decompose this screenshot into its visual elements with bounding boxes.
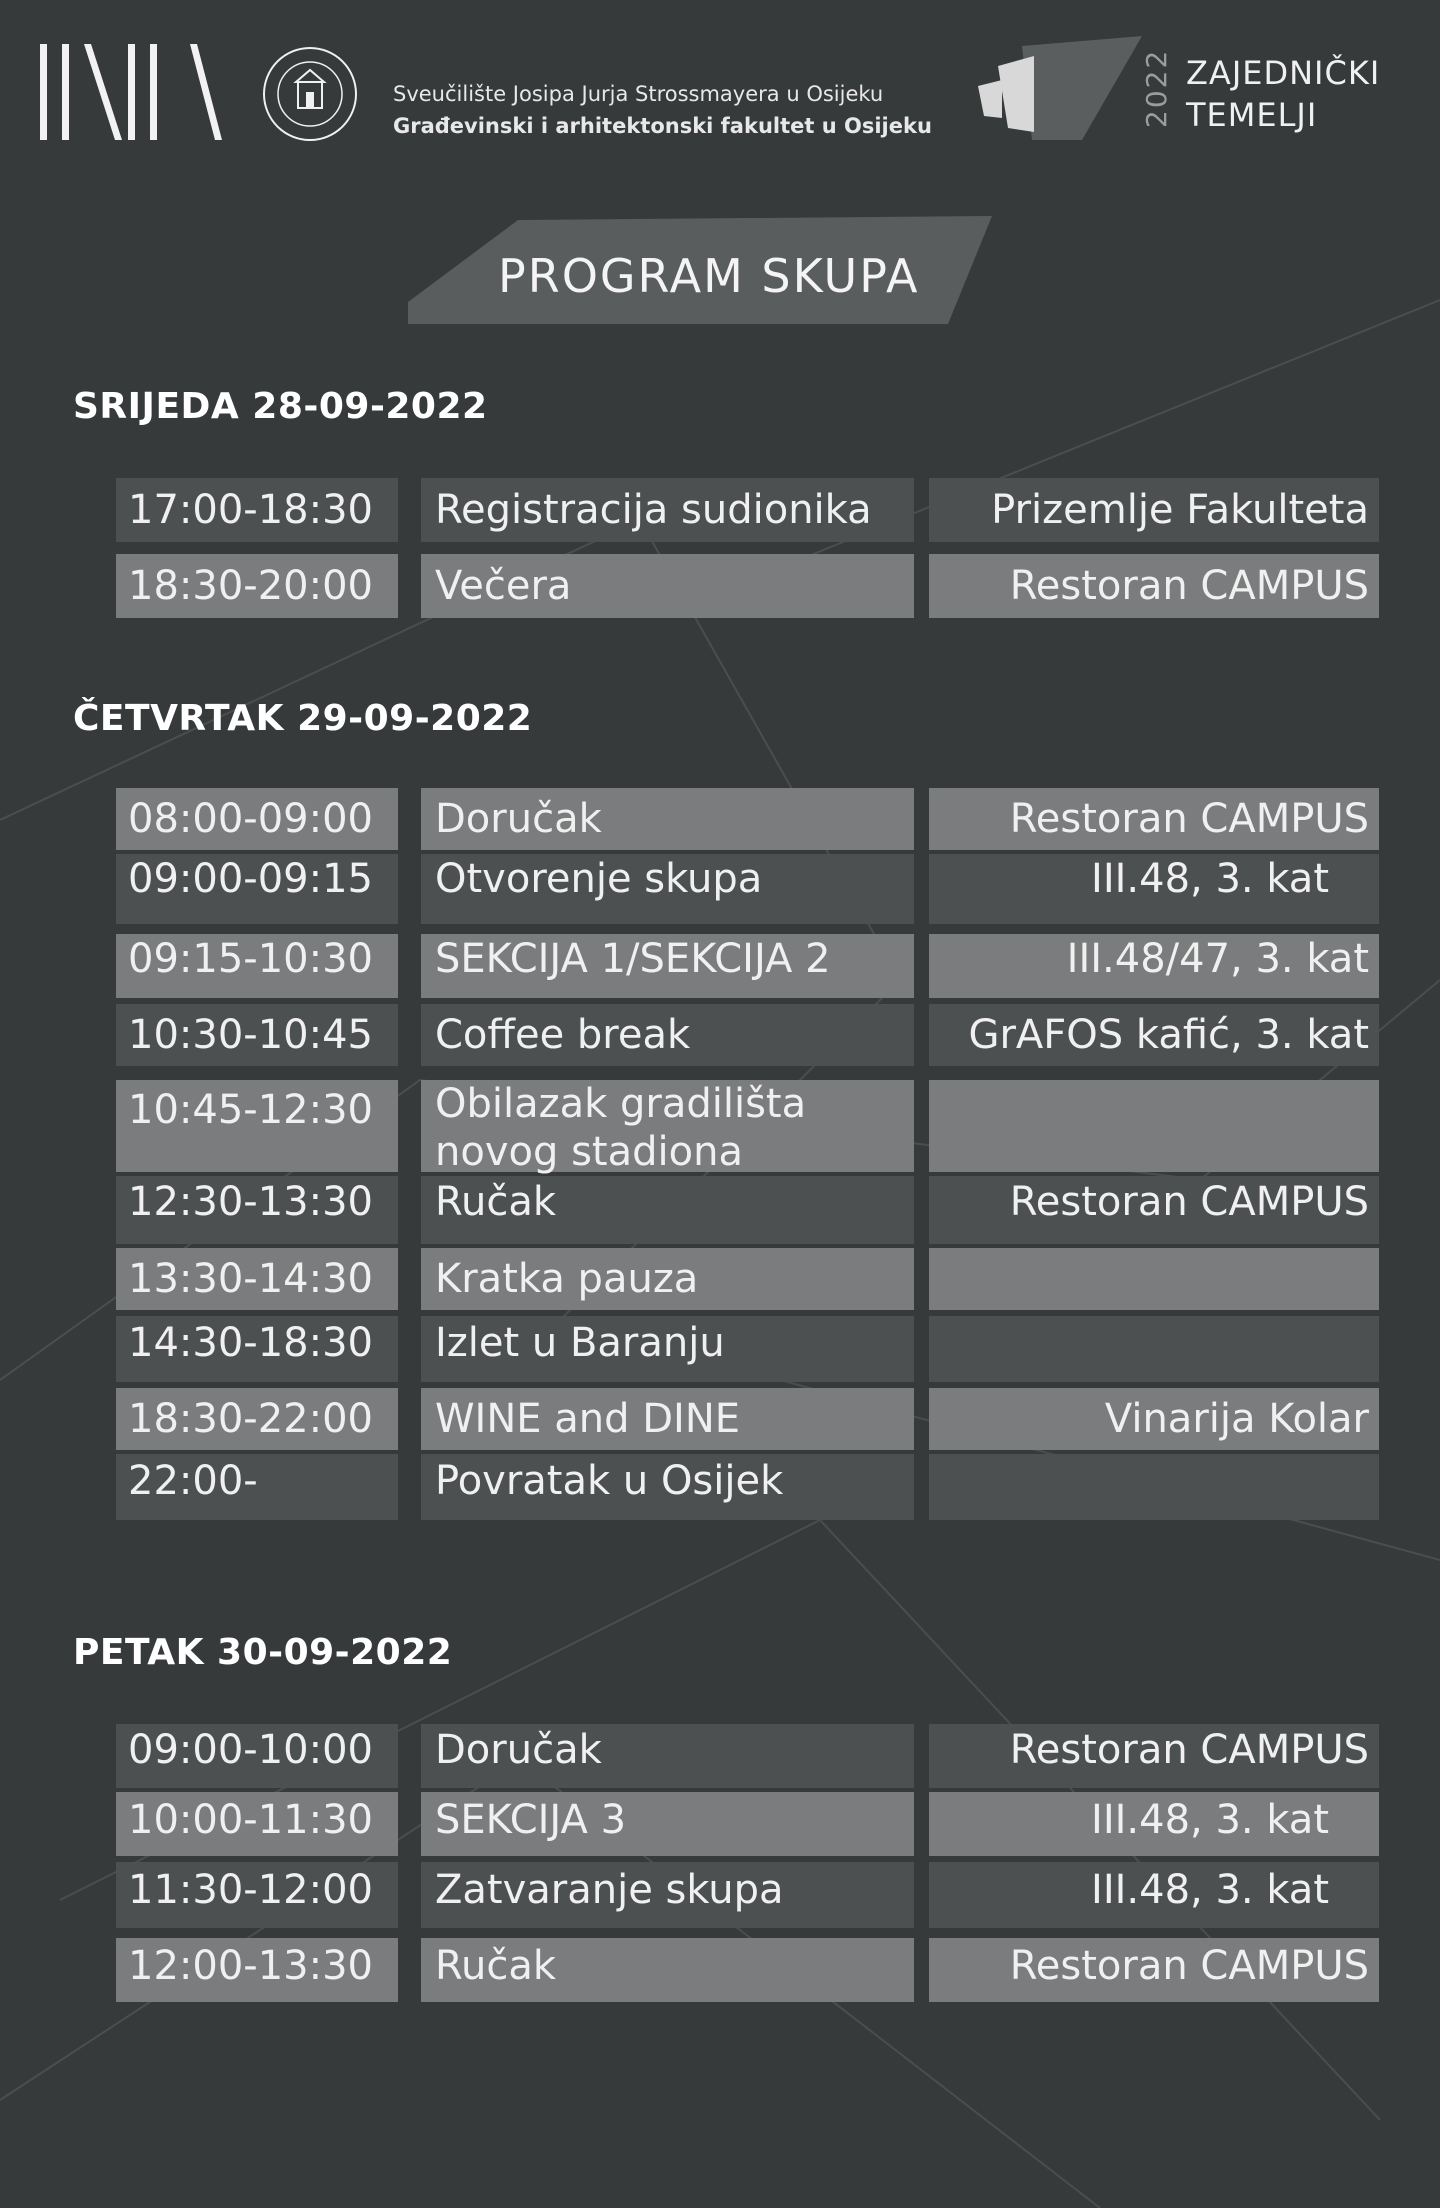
row-time: 09:00-10:00 [116,1724,398,1788]
schedule-row [0,554,1440,618]
row-time: 13:30-14:30 [116,1248,398,1310]
row-location [929,1080,1379,1172]
row-activity: Doručak [421,788,914,850]
schedule-row [0,934,1440,998]
row-time: 10:30-10:45 [116,1004,398,1066]
schedule-row [0,478,1440,542]
row-location: III.48, 3. kat [929,1792,1379,1856]
schedule-row [0,1454,1440,1520]
row-location: Prizemlje Fakulteta [929,478,1379,542]
schedule-row [0,1248,1440,1310]
header [0,0,1440,180]
university-seal-icon [262,46,358,142]
row-time: 14:30-18:30 [116,1316,398,1382]
day-title: SRIJEDA 28-09-2022 [73,386,488,427]
event-name-line1: ZAJEDNIČKI [1186,54,1381,92]
event-name [1186,52,1380,136]
row-activity: Večera [421,554,914,618]
day-title: ČETVRTAK 29-09-2022 [73,698,533,739]
row-activity: Coffee break [421,1004,914,1066]
row-activity: WINE and DINE [421,1388,914,1450]
row-location: GrAFOS kafić, 3. kat [929,1004,1379,1066]
schedule-row [0,1316,1440,1382]
zajednicki-temelji-logo-icon [972,36,1142,146]
row-location [929,1316,1379,1382]
row-location: Restoran CAMPUS [929,1176,1379,1244]
row-time: 12:30-13:30 [116,1176,398,1244]
row-location: III.48/47, 3. kat [929,934,1379,998]
schedule-row [0,1004,1440,1066]
schedule-row [0,1938,1440,2002]
row-location: III.48, 3. kat [929,1862,1379,1928]
row-location: Restoran CAMPUS [929,554,1379,618]
row-time: 18:30-20:00 [116,554,398,618]
row-location: Restoran CAMPUS [929,1724,1379,1788]
row-activity: Registracija sudionika [421,478,914,542]
row-activity: Kratka pauza [421,1248,914,1310]
row-time: 09:15-10:30 [116,934,398,998]
schedule-row [0,1388,1440,1450]
schedule-row [0,1792,1440,1856]
faculty-line: Građevinski i arhitektonski fakultet u Osijeku [393,114,932,138]
schedule-row [0,1176,1440,1244]
row-time: 18:30-22:00 [116,1388,398,1450]
page-title: PROGRAM SKUPA [498,249,920,303]
schedule-row [0,1862,1440,1928]
row-location [929,1248,1379,1310]
row-location: Restoran CAMPUS [929,1938,1379,2002]
schedule-row [0,854,1440,924]
row-time: 22:00- [116,1454,398,1520]
row-activity: Zatvaranje skupa [421,1862,914,1928]
schedule-row [0,1080,1440,1175]
university-name [393,78,932,142]
row-activity: Ručak [421,1938,914,2002]
row-activity: SEKCIJA 3 [421,1792,914,1856]
row-activity: Doručak [421,1724,914,1788]
day-title: PETAK 30-09-2022 [73,1632,453,1673]
row-location: Vinarija Kolar [929,1388,1379,1450]
row-time: 17:00-18:30 [116,478,398,542]
university-line: Sveučilište Josipa Jurja Strossmayera u Osijeku [393,82,884,106]
row-activity: Povratak u Osijek [421,1454,914,1520]
row-time: 12:00-13:30 [116,1938,398,2002]
row-location [929,1454,1379,1520]
event-name-line2: TEMELJI [1186,96,1318,134]
row-activity: Izlet u Baranju [421,1316,914,1382]
event-year: 2022 [1140,48,1173,128]
schedule-row [0,788,1440,850]
row-activity: Ručak [421,1176,914,1244]
schedule-row [0,1724,1440,1788]
row-time: 08:00-09:00 [116,788,398,850]
row-location: III.48, 3. kat [929,854,1379,924]
row-time: 10:45-12:30 [116,1080,398,1172]
row-time: 11:30-12:00 [116,1862,398,1928]
row-activity: Otvorenje skupa [421,854,914,924]
row-location: Restoran CAMPUS [929,788,1379,850]
row-time: 10:00-11:30 [116,1792,398,1856]
faculty-logo-icon [40,44,222,140]
row-activity: Obilazak gradilišta novog stadiona [421,1080,914,1172]
row-time: 09:00-09:15 [116,854,398,924]
row-activity: SEKCIJA 1/SEKCIJA 2 [421,934,914,998]
